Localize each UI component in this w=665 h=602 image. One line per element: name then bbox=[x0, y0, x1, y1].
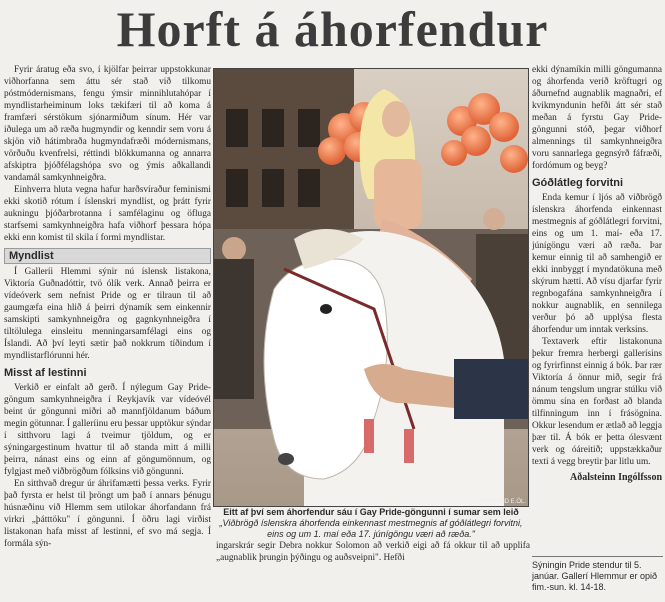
article-column-right bbox=[532, 64, 662, 552]
paragraph: ingarskrár segir Debra nokkur Solomon að verkið eigi að fá okkur til að upplifa „augnablik þrungin þýðingu og auðsveipni". Hefði bbox=[216, 541, 530, 563]
paragraph: Í Galleríi Hlemmi sýnir nú íslensk listakona, Viktoría Guðnadóttir, tvö ólík verk. Annað þeirra er vídeóverk sem nefnist Pride og er tilraun til að gaumgæfa eina hlið á þeirri dýnamík sem einkennir samskipti samkynhneigðra og gagnkynhneigðra í tiltölulega einsleitu menningarsamfélagi eins og Íslandi. Að því leyti sætir það nokkrum tíðindum í myndlistarflórunni hér. bbox=[4, 267, 211, 361]
article-column-left bbox=[4, 64, 211, 598]
pride-parade-photo bbox=[213, 68, 529, 507]
author-signature: Aðalsteinn Ingólfsson bbox=[570, 472, 662, 483]
paragraph: ekki dýnamíkin milli göngumanna og áhorfenda verið kröftugri og áðurnefnd augnablik magnaðri, ef kvikmyndunin hefði átt sér stað meðan á fyrstu Gay Pride-göngunni stóð, þegar viðhorf almennings til samkynhneigðra voru sannarlega gegnsýrð fáfræði, fordómum og beyg? bbox=[532, 65, 662, 171]
subheading-godlatleg: Góðlátleg forvitni bbox=[532, 177, 624, 189]
caption-title: Eitt af því sem áhorfendur sáu í Gay Pride-göngunni í sumar sem leið bbox=[223, 507, 519, 517]
article-continuation bbox=[216, 540, 530, 598]
photo-illustration bbox=[214, 69, 528, 506]
paragraph: Verkið er einfalt að gerð. Í nýlegum Gay Pride-göngum samkynhneigðra í Reykjavík var vídeóvél beint úr göngunni miðri að mannfjöldanum báðum megin götunnar. Í galleríinu eru þessar upptökur sýndar í sitthvoru lagi á tveimur tjöldum, og er sýningargestinum hvattur til að standa mitt á milli þeirra, nánast eins og einn af göngumönnum, og fylgjast með viðbrögðum fólksins við göngunni. bbox=[4, 383, 211, 477]
headline: Horft á áhorfendur bbox=[116, 1, 549, 57]
paragraph: Enda kemur í ljós að viðbrögð íslenskra áhorfenda einkennast mestmegnis af góðlátlegri forvitni, eins og um 1. maí- eða 17. júnígöngu væri að ræða. Þar kemur einnig til að samhengið er ekki innbyggt í myndatökuna með skýrum hætti. Að vísu djarfar fyrir regnbogafána samkynhneigðra í nokkur augnablik, en sennilega verður þó að upplýsa flesta áhorfendur um inntak verksins. bbox=[532, 193, 662, 335]
exhibition-info: Sýningin Pride stendur til 5. janúar. Gallerí Hlemmur er opið fim.-sun. kl. 14-18. bbox=[532, 556, 663, 602]
caption-quote: „Viðbrögð íslenskra áhorfenda einkennast mestmegnis af góðlátlegri forvitni, eins og um 1. maí eða 17. júnígöngu væri að ræða." bbox=[219, 518, 523, 539]
paragraph: Textaverk eftir listakonuna þekur fremra herbergi gallerísins og fyrirfinnst einnig á bók. Þar rær Viktoría á önnur mið, segir frá nánum tengslum ungrar stúlku við ömmu sína en forðast að blanda tilfinningum inn í frásögnina. Okkur lesendum er ætlað að leggja þær til. Á bók er þetta ólesvænt verk og óáreitið; uppstækkaður texti á vegg breytir þar litlu um. bbox=[532, 337, 662, 467]
photo-credit: DV-MYND E.ÓL. bbox=[481, 499, 526, 505]
paragraph: En sitthvað dregur úr áhrifamætti þessa verks. Fyrir það fyrsta er helst til þröngt um það í annars þénugu húsnæðinu við Hlemm sem utilokar áhorfandann frá virkri „þátttöku" í göngunni. Í öðru lagi virðist listakonan hafa misst af lestinni, ef svo má segja. Í formála sýn- bbox=[4, 479, 211, 549]
paragraph: Einhverra hluta vegna hafur harðsvíraður feminismi ekki skotið rótum í íslenskri myndlist, og þrátt fyrir aukningu þjóðarbrotanna í samfélaginu og öfluga starfsemi samkynhneigðra hafa viðhorf þessara hópa ekki enn komist til skila í formi myndlistar. bbox=[4, 185, 211, 243]
paragraph: Fyrir áratug eða svo, í kjölfar þeirrar uppstokkunar viðhorfanna sem áttu sér stað við tilkomu póstmódernismans, fengu ýmsir minnihlutahópar í myndlistarheiminum loks tækifæri til að koma á framfæri sérstökum sjónarmiðum sínum. Hér var iðulega um að ræða hugmyndir og kenndir sem voru á skjön við hátimbraða hugmyndafræði módernismans, vörðuðu kvenfrelsi, réttindi blökkumanna og annarra afskiptra þjóðfélagshópa svo og ýmis aðkallandi vandamál samkynhneigðra. bbox=[4, 65, 211, 183]
subheading-misst: Misst af lestinni bbox=[4, 367, 87, 379]
photo-caption bbox=[213, 507, 529, 540]
subheading-myndlist: Myndlist bbox=[4, 248, 211, 264]
